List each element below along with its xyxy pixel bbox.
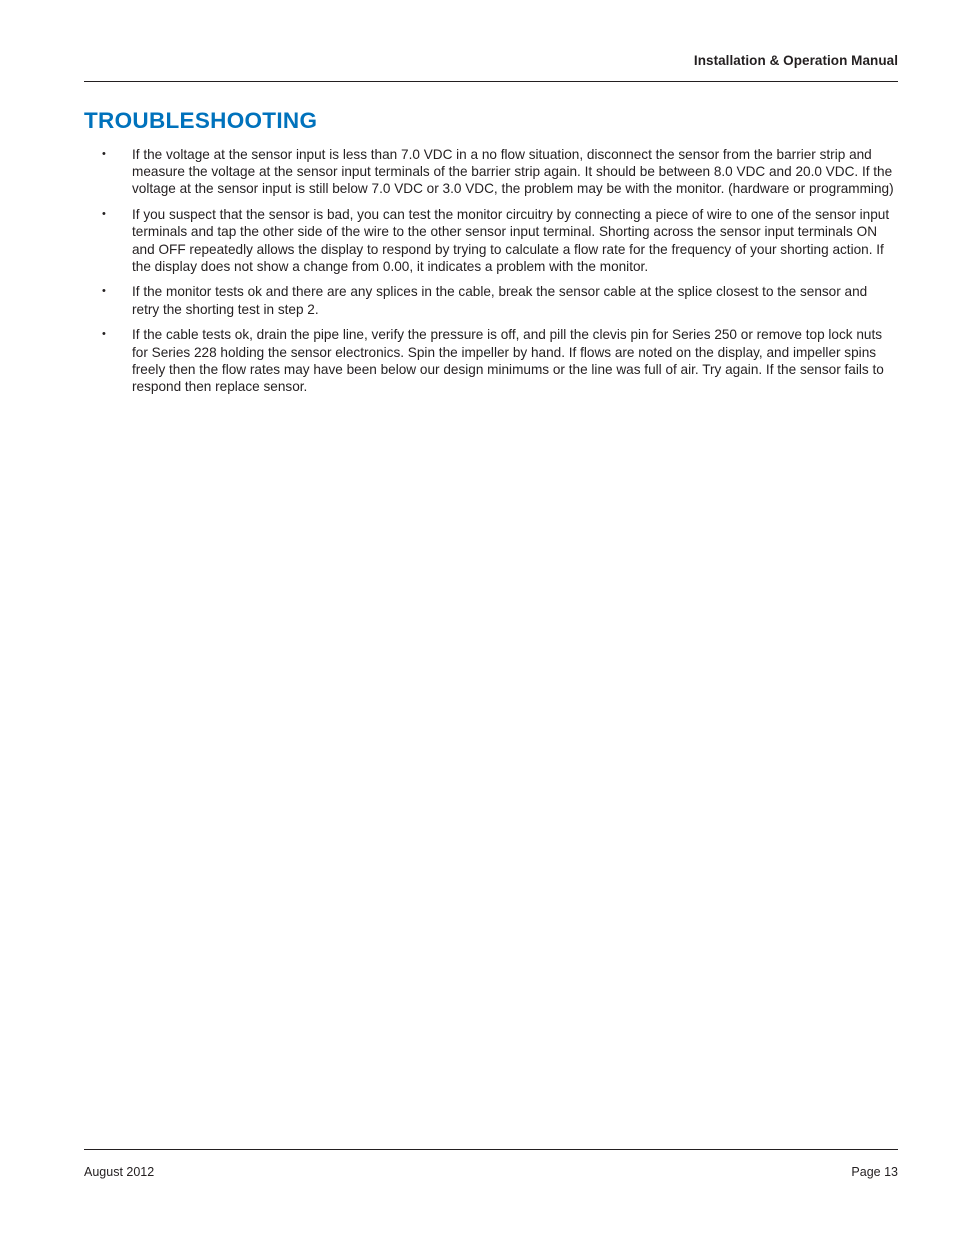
list-item-text: If you suspect that the sensor is bad, you can test the monitor circuitry by connecting a piece of wire to one of the sensor input terminals and tap the other side of the wire to the other sensor input terminal. Shorting across the sensor input terminals ON and OFF repeatedly allows the display to respond by trying to calculate a flow rate for the frequency of your shorting action. If the display does not show a change from 0.00, it indicates a problem with the monitor.: [132, 207, 890, 274]
document-header-title: Installation & Operation Manual: [693, 53, 898, 68]
page-number: Page 13: [851, 1165, 898, 1179]
bullet-icon: •: [102, 328, 106, 341]
bullet-icon: •: [102, 208, 106, 221]
troubleshooting-list: [100, 146, 898, 404]
list-item: [100, 326, 898, 395]
bullet-icon: •: [102, 285, 106, 298]
header-divider: [84, 81, 898, 82]
footer-divider: [84, 1149, 898, 1150]
footer-date: August 2012: [84, 1165, 155, 1179]
list-item-text: If the monitor tests ok and there are any splices in the cable, break the sensor cable at the splice closest to the sensor and retry the shorting test in step 2.: [132, 284, 868, 317]
bullet-icon: •: [102, 148, 106, 160]
list-item-text: If the voltage at the sensor input is less than 7.0 VDC in a no flow situation, disconnect the sensor from the barrier strip and measure the voltage at the sensor input terminals of the barrier strip again. It should be between 8.0 VDC and 20.0 VDC. If the voltage at the sensor input is still below 7.0 VDC or 3.0 VDC, the problem may be with the monitor. (hardware or programming): [132, 147, 894, 197]
list-item: [100, 283, 898, 317]
list-item: [100, 146, 898, 198]
section-title: TROUBLESHOOTING: [84, 108, 318, 133]
list-item: [100, 206, 898, 275]
list-item-text: If the cable tests ok, drain the pipe line, verify the pressure is off, and pill the clevis pin for Series 250 or remove top lock nuts for Series 228 holding the sensor electronics. Spin the impeller by hand. If flows are noted on the display, and impeller spins freely then the flow rates may have been below our design minimums or the line was full of air. Try again. If the sensor fails to respond then replace sensor.: [132, 327, 884, 394]
